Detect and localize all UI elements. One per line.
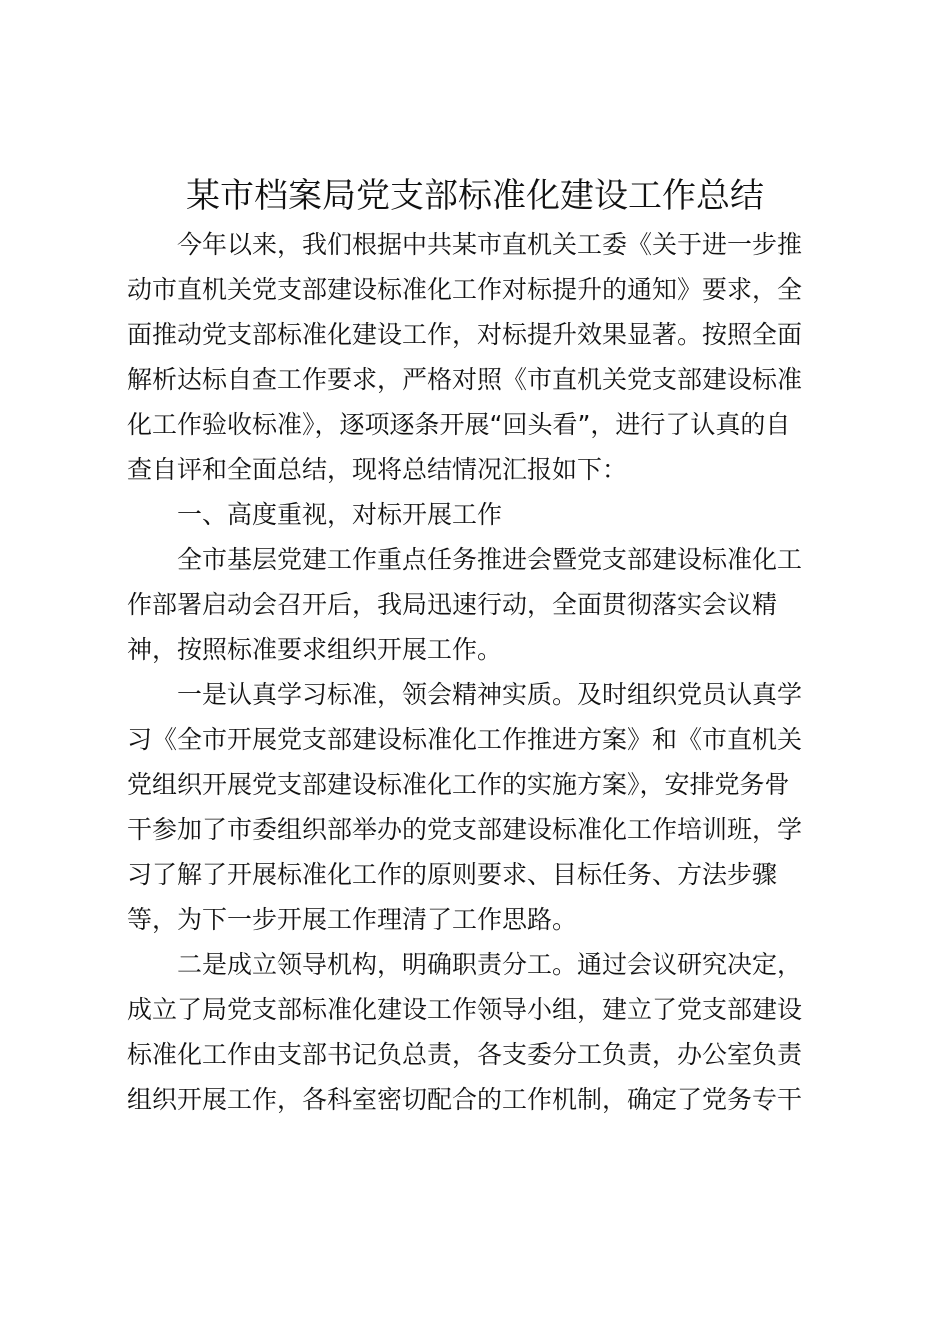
paragraph-line: 全市基层党建工作重点任务推进会暨党支部建设标准化工 [177,545,803,574]
paragraph-line: 动市直机关党支部建设标准化工作对标提升的通知》要求，全 [127,275,803,304]
paragraph-line: 干参加了市委组织部举办的党支部建设标准化工作培训班，学 [127,815,803,844]
paragraph-line: 查自评和全面总结，现将总结情况汇报如下： [127,455,628,484]
document-title: 某市档案局党支部标准化建设工作总结 [186,176,764,216]
paragraph-line: 解析达标自查工作要求，严格对照《市直机关党支部建设标准 [127,365,803,394]
section-heading: 一、高度重视，对标开展工作 [177,500,503,529]
paragraph-line: 神，按照标准要求组织开展工作。 [127,635,503,664]
paragraph-line: 二是成立领导机构，明确职责分工。通过会议研究决定， [177,950,803,979]
paragraph-line: 习《全市开展党支部建设标准化工作推进方案》和《市直机关 [127,725,803,754]
paragraph-line: 今年以来，我们根据中共某市直机关工委《关于进一步推 [177,230,803,259]
paragraph-line: 习了解了开展标准化工作的原则要求、目标任务、方法步骤 [127,860,778,889]
paragraph-line: 一是认真学习标准，领会精神实质。及时组织党员认真学 [177,680,803,709]
paragraph-line: 作部署启动会召开后，我局迅速行动，全面贯彻落实会议精 [127,590,778,619]
paragraph-line: 面推动党支部标准化建设工作，对标提升效果显著。按照全面 [127,320,803,349]
paragraph-line: 成立了局党支部标准化建设工作领导小组，建立了党支部建设 [127,995,803,1024]
paragraph-line: 等，为下一步开展工作理清了工作思路。 [127,905,578,934]
paragraph-line: 党组织开展党支部建设标准化工作的实施方案》，安排党务骨 [127,770,790,799]
paragraph-line: 化工作验收标准》，逐项逐条开展“回头看”，进行了认真的自 [127,410,791,439]
paragraph-line: 组织开展工作，各科室密切配合的工作机制，确定了党务专干 [127,1085,803,1114]
document-body [127,222,823,1122]
paragraph-line: 标准化工作由支部书记负总责，各支委分工负责，办公室负责 [127,1040,803,1069]
